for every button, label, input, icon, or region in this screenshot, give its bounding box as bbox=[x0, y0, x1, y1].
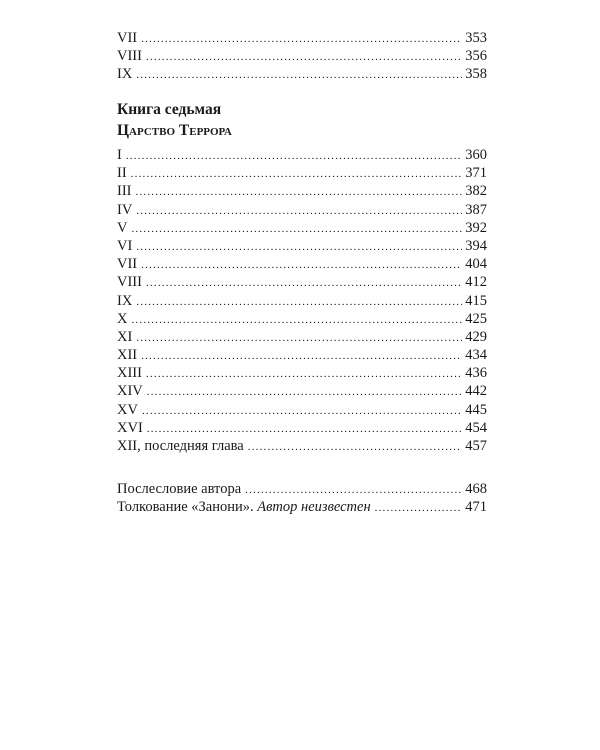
leader-dots bbox=[136, 66, 462, 84]
toc-entry-label: I bbox=[117, 147, 122, 163]
toc-entry bbox=[117, 346, 487, 364]
toc-entry bbox=[117, 219, 487, 237]
leader-dots bbox=[146, 48, 462, 66]
toc-entry-label: XIV bbox=[117, 383, 143, 400]
toc-entry bbox=[117, 382, 487, 400]
toc-entry-page: 412 bbox=[465, 274, 487, 291]
toc-entry-label-regular: Толкование «Занони». bbox=[117, 499, 258, 516]
toc-entry-label: XIII bbox=[117, 365, 142, 382]
toc-entry bbox=[117, 364, 487, 382]
leader-dots bbox=[136, 293, 462, 311]
toc-entry-label: XVI bbox=[117, 419, 143, 436]
toc-entry-page: 382 bbox=[465, 183, 487, 200]
leader-dots bbox=[245, 481, 462, 499]
leader-dots bbox=[131, 165, 463, 183]
toc-entry-page: 353 bbox=[465, 30, 487, 46]
toc-entry-page: 454 bbox=[465, 419, 487, 436]
book-title: Книга седьмая bbox=[117, 101, 222, 118]
toc-entry-page: 360 bbox=[465, 147, 487, 163]
toc-entry-label: II bbox=[117, 165, 127, 182]
leader-dots bbox=[146, 365, 462, 383]
toc-entry-label-italic: Автор неизвестен bbox=[257, 499, 371, 516]
toc-entry-page: 392 bbox=[465, 219, 487, 236]
toc-entry bbox=[117, 273, 487, 291]
toc-entry-label: XII bbox=[117, 347, 138, 364]
toc-entry-label: Послесловие автора bbox=[117, 481, 242, 497]
toc-entry-page: 387 bbox=[465, 201, 487, 218]
toc-entry bbox=[117, 65, 487, 83]
leader-dots bbox=[248, 438, 463, 456]
toc-entry-page: 445 bbox=[465, 401, 487, 418]
toc-entry-page: 434 bbox=[465, 347, 487, 364]
toc-entry-label: VIII bbox=[117, 48, 142, 65]
leader-dots bbox=[136, 238, 462, 256]
toc-entry-label: IX bbox=[117, 66, 133, 83]
toc-entry bbox=[117, 328, 487, 346]
leader-dots bbox=[375, 499, 463, 517]
toc-entry-label: XII, последняя глава bbox=[117, 438, 244, 454]
toc-top-section bbox=[117, 29, 487, 84]
toc-entry-label: XV bbox=[117, 401, 138, 418]
toc-entry-label: IX bbox=[117, 292, 133, 309]
toc-entry-label bbox=[117, 498, 371, 516]
toc-entry bbox=[117, 419, 487, 437]
toc-entry-page: 429 bbox=[465, 328, 487, 345]
toc-entry bbox=[117, 255, 487, 273]
toc-entry bbox=[117, 29, 487, 47]
leader-dots bbox=[136, 183, 463, 201]
leader-dots bbox=[131, 220, 462, 238]
toc-entry bbox=[117, 47, 487, 65]
toc-entry-interpretation bbox=[117, 498, 487, 516]
toc-entry-label: IV bbox=[117, 201, 133, 218]
toc-entry bbox=[117, 164, 487, 182]
toc-entry-page: 471 bbox=[465, 499, 487, 516]
leader-dots bbox=[146, 274, 462, 292]
toc-entry-page: 436 bbox=[465, 365, 487, 382]
toc-entry-page: 404 bbox=[465, 256, 487, 273]
toc-entry-label: XI bbox=[117, 328, 133, 345]
toc-entry bbox=[117, 201, 487, 219]
toc-entry bbox=[117, 182, 487, 200]
leader-dots bbox=[147, 383, 462, 401]
leader-dots bbox=[141, 256, 462, 274]
toc-entry-page: 358 bbox=[465, 66, 487, 83]
toc-entry-label: VI bbox=[117, 237, 133, 254]
toc-entry-page: 442 bbox=[465, 383, 487, 400]
toc-entry bbox=[117, 146, 487, 164]
leader-dots bbox=[142, 402, 462, 420]
leader-dots bbox=[131, 311, 462, 329]
book-subtitle: Царство Террора bbox=[117, 122, 232, 139]
toc-entry-page: 468 bbox=[465, 481, 487, 497]
toc-entry-page: 371 bbox=[465, 165, 487, 182]
leader-dots bbox=[136, 202, 462, 220]
toc-book7-section bbox=[117, 146, 487, 455]
toc-entry-label: VII bbox=[117, 30, 138, 46]
toc-entry-afterword bbox=[117, 480, 487, 498]
toc-entry-label: III bbox=[117, 183, 132, 200]
toc-entry bbox=[117, 310, 487, 328]
toc-entry bbox=[117, 292, 487, 310]
toc-entry bbox=[117, 237, 487, 255]
leader-dots bbox=[147, 420, 462, 438]
toc-entry-label: VIII bbox=[117, 274, 142, 291]
leader-dots bbox=[141, 347, 462, 365]
toc-entry-page: 415 bbox=[465, 292, 487, 309]
toc-entry-page: 394 bbox=[465, 237, 487, 254]
toc-entry-page: 425 bbox=[465, 310, 487, 327]
toc-entry-label: V bbox=[117, 219, 128, 236]
book-heading bbox=[117, 100, 487, 142]
leader-dots bbox=[136, 329, 462, 347]
toc-entry-label: VII bbox=[117, 256, 138, 273]
toc-appendix-section bbox=[117, 480, 487, 516]
toc-entry bbox=[117, 401, 487, 419]
leader-dots bbox=[141, 30, 462, 48]
toc-entry-page: 356 bbox=[465, 48, 487, 65]
toc-entry-label: X bbox=[117, 310, 128, 327]
toc-entry-page: 457 bbox=[465, 438, 487, 454]
leader-dots bbox=[126, 147, 462, 165]
toc-entry bbox=[117, 437, 487, 455]
